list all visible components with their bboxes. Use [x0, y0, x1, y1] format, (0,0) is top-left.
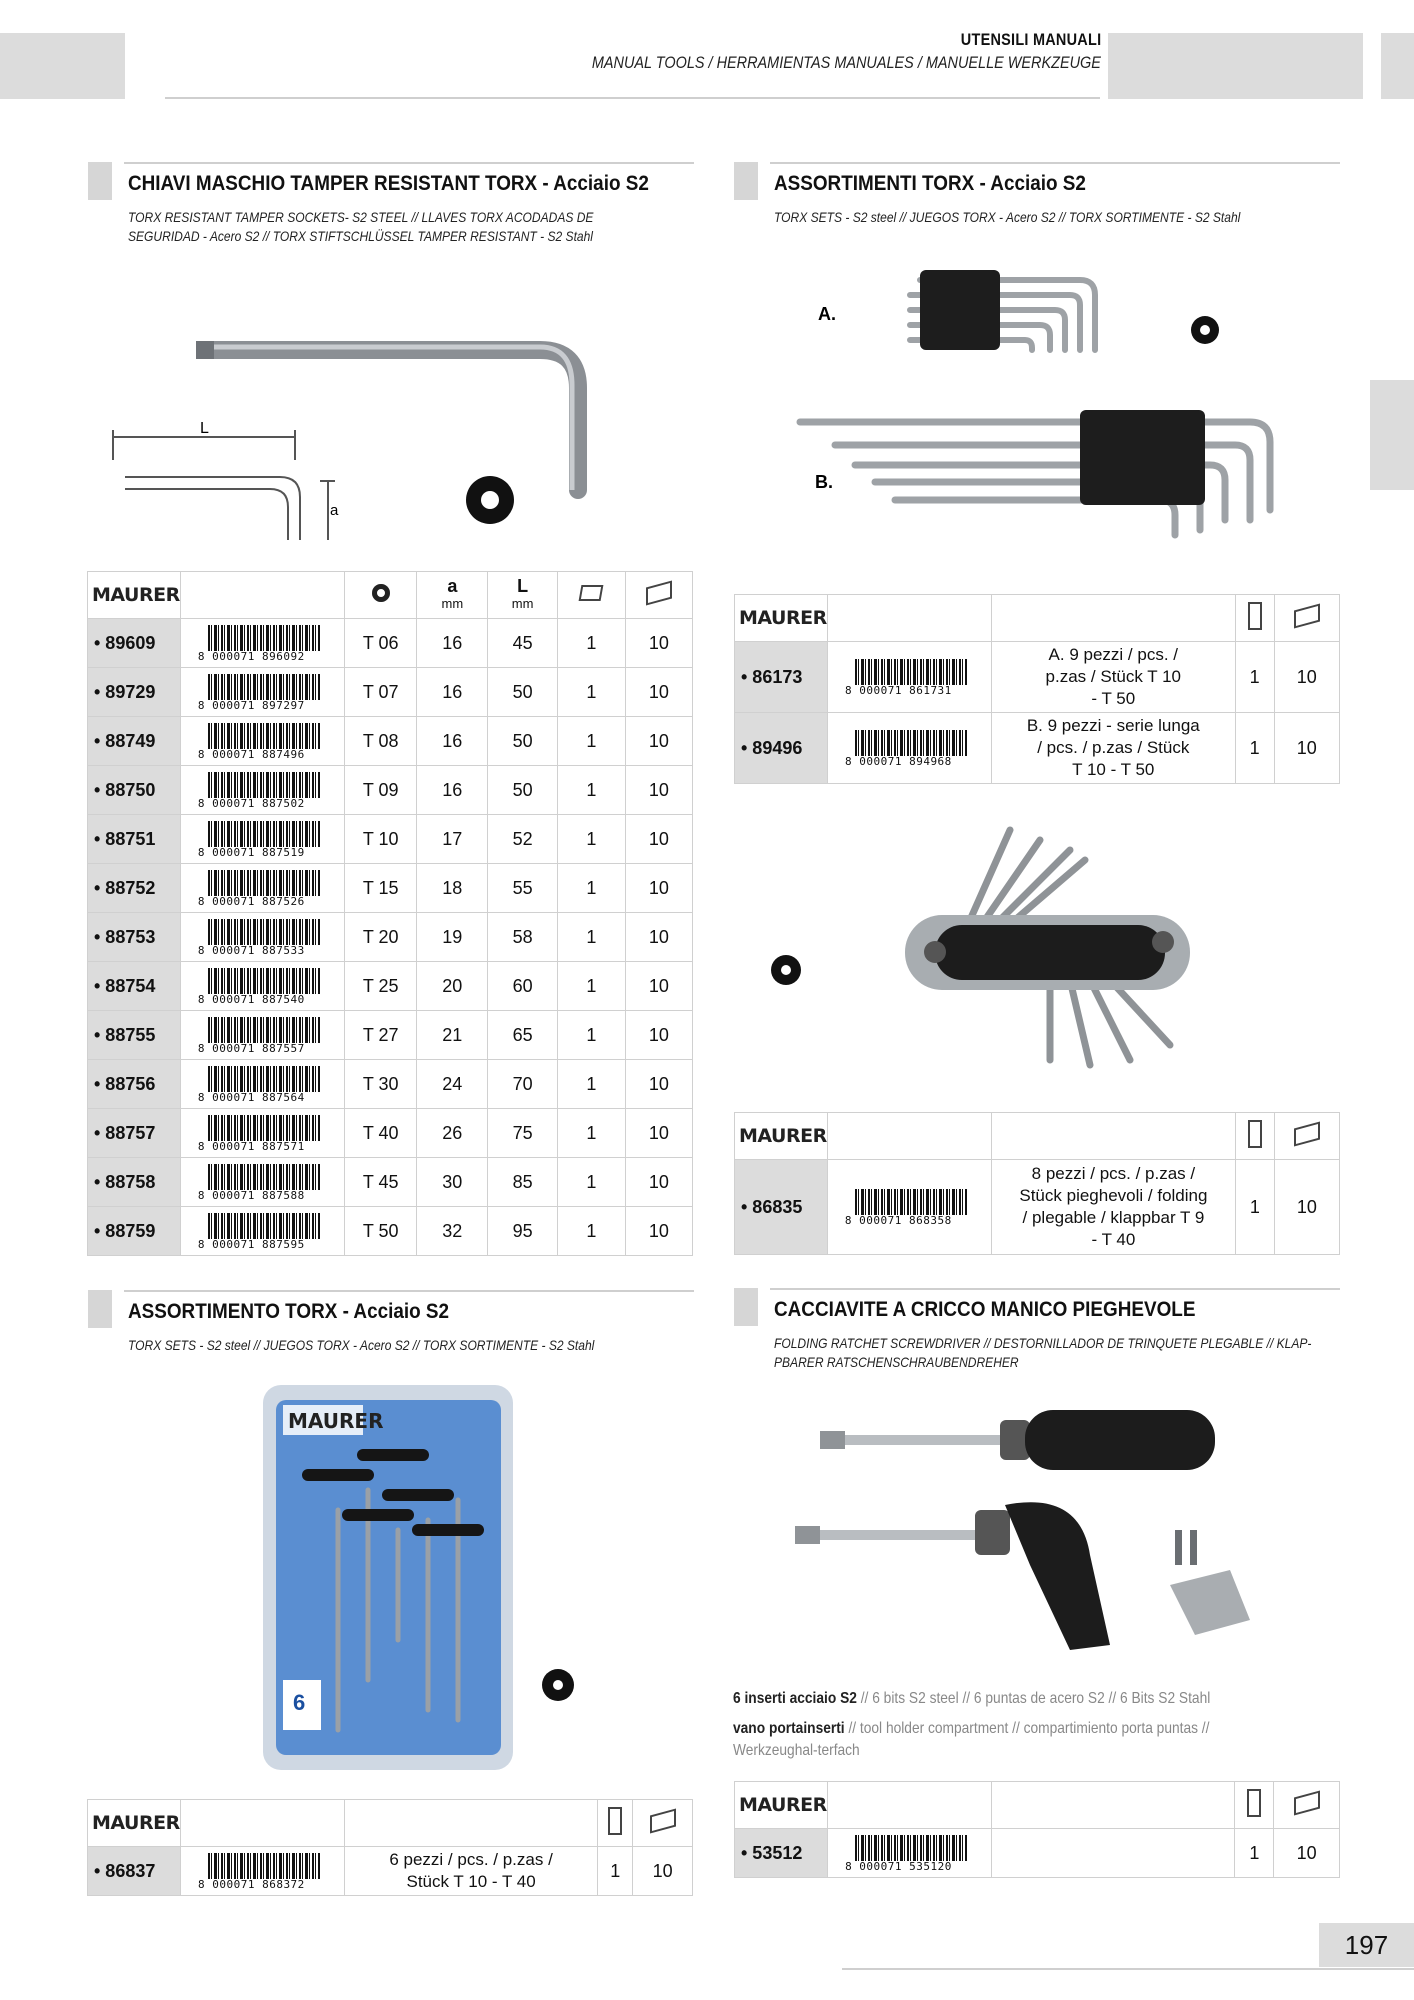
note-bits-rest: // 6 bits S2 steel // 6 puntas de acero S2 // 6 Bits S2 Stahl	[856, 1690, 1211, 1707]
dimension-a: 20	[417, 962, 488, 1011]
torx-size: T 25	[344, 962, 417, 1011]
article-code: • 86837	[88, 1847, 181, 1896]
table-row	[88, 962, 693, 1011]
table-row	[88, 1011, 693, 1060]
product-description	[991, 642, 1235, 713]
set-label-a: A.	[818, 304, 836, 324]
dimension-label-a: a	[330, 502, 339, 519]
description-line: B. 9 pezzi - serie lunga	[1026, 716, 1200, 735]
section-subtitle: TORX RESISTANT TAMPER SOCKETS- S2 STEEL // LLAVES TORX ACODADAS DE SEGURIDAD - Acero S2 // TORX STIFTSCHLÜSSEL TAMPER RESISTANT - S2 Stahl	[128, 209, 594, 244]
box-qty: 10	[625, 913, 692, 962]
box-icon	[1294, 603, 1320, 628]
table-row	[88, 913, 693, 962]
article-code: • 86835	[735, 1160, 828, 1255]
ean-code: 8 000071 897297	[198, 700, 322, 711]
pack-qty: 1	[557, 1207, 625, 1256]
dimension-l: 55	[488, 864, 558, 913]
barcode	[845, 1834, 969, 1872]
dimension-a: 16	[417, 619, 488, 668]
table-row	[88, 1158, 693, 1207]
maurer-logo: MAURER	[92, 1812, 180, 1834]
box-qty: 10	[625, 1109, 692, 1158]
box-qty: 10	[1274, 713, 1339, 784]
box-qty: 10	[625, 815, 692, 864]
maurer-logo: MAURER	[739, 607, 827, 629]
torx-key-sets-photo	[780, 250, 1300, 560]
article-code: • 88759	[88, 1207, 181, 1256]
header-left-block	[0, 33, 125, 99]
ean-code: 8 000071 887564	[198, 1092, 322, 1103]
pack-qty: 1	[557, 962, 625, 1011]
box-qty: 10	[625, 668, 692, 717]
section-subtitle: TORX SETS - S2 steel // JUEGOS TORX - Acero S2 // TORX SORTIMENTE - S2 Stahl	[774, 209, 1241, 225]
torx-assortments-table	[734, 594, 1340, 784]
table-header-row	[88, 572, 693, 619]
barcode	[198, 1212, 322, 1250]
article-code: • 89496	[735, 713, 828, 784]
box-qty: 10	[625, 1060, 692, 1109]
article-code: • 88755	[88, 1011, 181, 1060]
table-row	[88, 619, 693, 668]
dimension-l: 58	[488, 913, 558, 962]
article-code: • 86173	[735, 642, 828, 713]
ean-code: 8 000071 894968	[845, 756, 969, 767]
description-line: - T 40	[1091, 1230, 1136, 1249]
description-line: Stück T 10 - T 40	[406, 1872, 536, 1891]
table-row	[88, 717, 693, 766]
article-code: • 88757	[88, 1109, 181, 1158]
dimension-l: 45	[488, 619, 558, 668]
article-code: • 89609	[88, 619, 181, 668]
barcode	[198, 1114, 322, 1152]
pack-qty: 1	[1235, 713, 1274, 784]
tamper-torx-table	[87, 571, 693, 1256]
section-marker	[734, 162, 758, 200]
ean-code: 8 000071 887533	[198, 945, 322, 956]
torx-size: T 45	[344, 1158, 417, 1207]
pack-qty: 1	[1235, 1829, 1274, 1878]
barcode	[198, 624, 322, 662]
dimension-l: 70	[488, 1060, 558, 1109]
description-line: T 10 - T 50	[1072, 760, 1155, 779]
product-description	[992, 1829, 1235, 1878]
dimension-a: 24	[417, 1060, 488, 1109]
dimension-a: 17	[417, 815, 488, 864]
pack-qty: 1	[557, 766, 625, 815]
dimension-a: 16	[417, 668, 488, 717]
pack-qty: 1	[557, 619, 625, 668]
article-code: • 88751	[88, 815, 181, 864]
box-qty: 10	[625, 1207, 692, 1256]
article-code: • 88753	[88, 913, 181, 962]
col-l-header: L	[517, 576, 529, 596]
ean-code: 8 000071 896092	[198, 651, 322, 662]
table-header-row	[735, 1782, 1340, 1829]
ean-code: 8 000071 887588	[198, 1190, 322, 1201]
section-marker	[88, 162, 112, 200]
section-subtitle: FOLDING RATCHET SCREWDRIVER // DESTORNILLADOR DE TRINQUETE PLEGABLE // KLAP-PBARER RATSCHENSCHRAUBENDREHER	[774, 1335, 1312, 1370]
dimension-a: 16	[417, 766, 488, 815]
table-row	[88, 1207, 693, 1256]
barcode	[845, 1188, 969, 1226]
description-line: p.zas / Stück T 10	[1045, 667, 1181, 686]
ean-code: 8 000071 887540	[198, 994, 322, 1005]
ean-code: 8 000071 535120	[845, 1861, 969, 1872]
pack-qty: 1	[557, 864, 625, 913]
ratchet-note-bits	[733, 1688, 1283, 1710]
ratchet-screwdriver-table	[734, 1781, 1340, 1878]
article-code: • 88758	[88, 1158, 181, 1207]
box-qty: 10	[625, 766, 692, 815]
set-label-b: B.	[815, 472, 833, 492]
dimension-label-L: L	[200, 420, 209, 437]
col-a-header: a	[447, 576, 458, 596]
section-title: ASSORTIMENTI TORX - Acciaio S2	[774, 172, 1086, 195]
pack-qty: 1	[557, 1109, 625, 1158]
torx-size: T 07	[344, 668, 417, 717]
dimension-a: 32	[417, 1207, 488, 1256]
box-qty: 10	[625, 717, 692, 766]
box-qty: 10	[633, 1847, 693, 1896]
description-line: A. 9 pezzi / pcs. /	[1048, 645, 1178, 664]
section-marker	[88, 1290, 112, 1328]
table-row	[735, 642, 1340, 713]
side-tab	[1370, 380, 1414, 490]
pack-qty: 1	[598, 1847, 633, 1896]
ean-code: 8 000071 887519	[198, 847, 322, 858]
ean-code: 8 000071 868358	[845, 1215, 969, 1226]
dimension-l: 50	[488, 766, 558, 815]
barcode	[198, 1065, 322, 1103]
dimension-l: 85	[488, 1158, 558, 1207]
torx-size: T 09	[344, 766, 417, 815]
box-qty: 10	[1274, 1829, 1340, 1878]
t-handle-torx-table	[87, 1799, 693, 1896]
pack-qty: 1	[557, 913, 625, 962]
ean-code: 8 000071 861731	[845, 685, 969, 696]
barcode	[198, 967, 322, 1005]
blister-pack-count: 6	[293, 1690, 306, 1715]
single-pack-icon	[608, 1807, 622, 1835]
barcode	[198, 722, 322, 760]
pack-qty: 1	[557, 1158, 625, 1207]
article-code: • 89729	[88, 668, 181, 717]
article-code: • 88754	[88, 962, 181, 1011]
product-description	[991, 713, 1235, 784]
section-rule	[770, 162, 1340, 164]
blister-brand: MAURER	[288, 1409, 384, 1433]
folding-torx-table	[734, 1112, 1340, 1255]
barcode	[198, 673, 322, 711]
header-right-block	[1108, 33, 1363, 99]
article-code: • 88756	[88, 1060, 181, 1109]
single-pack-icon	[1248, 1120, 1262, 1148]
note-bits-bold: 6 inserti acciaio S2	[733, 1690, 857, 1707]
ean-code: 8 000071 887496	[198, 749, 322, 760]
dimension-l: 65	[488, 1011, 558, 1060]
dimension-l: 50	[488, 668, 558, 717]
single-pack-icon	[1247, 1789, 1261, 1817]
section-rule	[770, 1288, 1340, 1290]
description-line: / pcs. / p.zas / Stück	[1037, 738, 1190, 757]
box-icon	[650, 1808, 676, 1833]
dimension-a: 21	[417, 1011, 488, 1060]
dimension-a: 30	[417, 1158, 488, 1207]
pack-qty: 1	[1235, 642, 1274, 713]
description-line: Stück pieghevoli / folding	[1019, 1186, 1208, 1205]
table-row	[735, 713, 1340, 784]
ean-code: 8 000071 868372	[198, 1879, 322, 1890]
col-a-unit: mm	[441, 596, 464, 611]
pack-qty: 1	[557, 1011, 625, 1060]
description-line: 6 pezzi / pcs. / p.zas /	[389, 1850, 553, 1869]
box-icon	[1294, 1121, 1320, 1146]
section-title: CACCIAVITE A CRICCO MANICO PIEGHEVOLE	[774, 1298, 1196, 1321]
section-title: ASSORTIMENTO TORX - Acciaio S2	[128, 1300, 450, 1323]
torx-size: T 15	[344, 864, 417, 913]
single-pack-icon	[579, 585, 604, 601]
section-torx-assortments	[734, 162, 1340, 225]
dimension-l: 75	[488, 1109, 558, 1158]
description-line: 8 pezzi / pcs. / p.zas /	[1031, 1164, 1196, 1183]
box-qty: 10	[1274, 642, 1339, 713]
box-qty: 10	[625, 1011, 692, 1060]
barcode	[198, 918, 322, 956]
barcode	[198, 820, 322, 858]
table-row	[735, 1829, 1340, 1878]
header-title: UTENSILI MANUALI	[960, 30, 1101, 49]
dimension-l: 50	[488, 717, 558, 766]
ean-code: 8 000071 887595	[198, 1239, 322, 1250]
footer-rule	[842, 1968, 1414, 1970]
table-row	[88, 1847, 693, 1896]
table-row	[88, 1109, 693, 1158]
torx-size: T 10	[344, 815, 417, 864]
ean-code: 8 000071 887571	[198, 1141, 322, 1152]
header-rule	[165, 97, 1100, 99]
maurer-logo: MAURER	[739, 1125, 827, 1147]
table-header-row	[88, 1800, 693, 1847]
dimension-l: 52	[488, 815, 558, 864]
table-row	[88, 864, 693, 913]
header-far-right-block	[1381, 33, 1414, 99]
torx-size: T 27	[344, 1011, 417, 1060]
maurer-logo: MAURER	[92, 584, 180, 606]
torx-size: T 06	[344, 619, 417, 668]
table-header-row	[735, 1113, 1340, 1160]
table-row	[88, 815, 693, 864]
tamper-torx-key-illustration	[100, 255, 690, 555]
dimension-l: 60	[488, 962, 558, 1011]
box-icon	[646, 580, 672, 605]
torx-profile-icon	[372, 584, 390, 602]
dimension-a: 19	[417, 913, 488, 962]
dimension-a: 18	[417, 864, 488, 913]
table-row	[735, 1160, 1340, 1255]
barcode	[198, 771, 322, 809]
section-tamper-torx-keys	[88, 162, 694, 242]
barcode	[198, 1163, 322, 1201]
table-row	[88, 668, 693, 717]
ratchet-note-holder	[733, 1718, 1283, 1762]
section-torx-t-handle-assortment	[88, 1290, 694, 1353]
table-row	[88, 1060, 693, 1109]
ean-code: 8 000071 887557	[198, 1043, 322, 1054]
note-holder-bold: vano portainserti	[733, 1720, 845, 1737]
box-qty: 10	[625, 962, 692, 1011]
description-line: - T 50	[1091, 689, 1136, 708]
pack-qty: 1	[557, 668, 625, 717]
pack-qty: 1	[1235, 1160, 1274, 1255]
section-folding-ratchet-screwdriver	[734, 1288, 1340, 1370]
header-subtitle: MANUAL TOOLS / HERRAMIENTAS MANUALES / MANUELLE WERKZEUGE	[591, 53, 1101, 72]
pack-qty: 1	[557, 815, 625, 864]
box-qty: 10	[625, 864, 692, 913]
article-code: • 88749	[88, 717, 181, 766]
dimension-l: 95	[488, 1207, 558, 1256]
pack-qty: 1	[557, 717, 625, 766]
article-code: • 53512	[735, 1829, 828, 1878]
ean-code: 8 000071 887526	[198, 896, 322, 907]
table-row	[88, 766, 693, 815]
section-title: CHIAVI MASCHIO TAMPER RESISTANT TORX - Acciaio S2	[128, 172, 649, 195]
col-l-unit: mm	[511, 596, 534, 611]
section-subtitle: TORX SETS - S2 steel // JUEGOS TORX - Acero S2 // TORX SORTIMENTE - S2 Stahl	[128, 1337, 595, 1353]
ean-code: 8 000071 887502	[198, 798, 322, 809]
torx-size: T 20	[344, 913, 417, 962]
barcode	[198, 1852, 322, 1890]
torx-size: T 50	[344, 1207, 417, 1256]
product-description	[991, 1160, 1235, 1255]
torx-size: T 08	[344, 717, 417, 766]
section-rule	[124, 162, 694, 164]
barcode	[845, 658, 969, 696]
page-number: 197	[1319, 1923, 1414, 1967]
torx-size: T 30	[344, 1060, 417, 1109]
dimension-a: 26	[417, 1109, 488, 1158]
ratchet-screwdriver-photo	[780, 1395, 1280, 1655]
section-marker	[734, 1288, 758, 1326]
pack-qty: 1	[557, 1060, 625, 1109]
article-code: • 88750	[88, 766, 181, 815]
section-rule	[124, 1290, 694, 1292]
box-qty: 10	[1274, 1160, 1339, 1255]
maurer-logo: MAURER	[739, 1794, 827, 1816]
barcode	[198, 869, 322, 907]
description-line: / plegable / klappbar T 9	[1022, 1208, 1205, 1227]
box-icon	[1294, 1790, 1320, 1815]
product-description	[344, 1847, 597, 1896]
box-qty: 10	[625, 1158, 692, 1207]
box-qty: 10	[625, 619, 692, 668]
article-code: • 88752	[88, 864, 181, 913]
t-handle-torx-set-photo	[258, 1380, 578, 1780]
dimension-a: 16	[417, 717, 488, 766]
single-pack-icon	[1248, 602, 1262, 630]
note-holder-rest: // tool holder compartment // compartimiento porta puntas // Werkzeughal-terfach	[733, 1720, 1210, 1759]
table-header-row	[735, 595, 1340, 642]
folding-torx-set-photo	[770, 820, 1290, 1090]
barcode	[845, 729, 969, 767]
barcode	[198, 1016, 322, 1054]
torx-size: T 40	[344, 1109, 417, 1158]
